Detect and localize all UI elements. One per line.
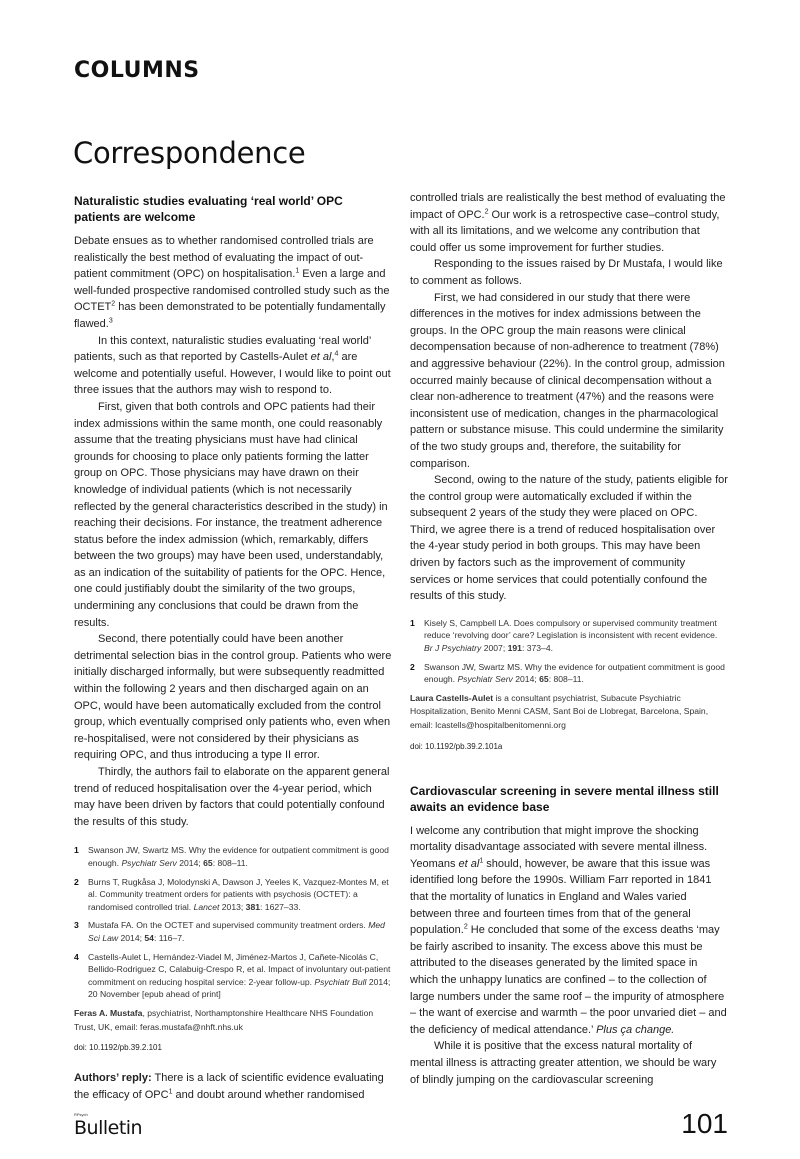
reference-item [74,844,392,869]
paragraph [74,631,392,764]
text-run: should, however, be aware that this issue was identified long before the 1990s. William Farr reported in 1841 that the mortality of lunatics in England and Wales varied between three and fourteen times from that of the general population. [410,857,712,937]
text-run: are welcome and potentially useful. However, I would like to point out three issues that the authors may wish to respond to. [74,351,391,397]
paragraph [410,1038,728,1088]
reply-references [410,617,728,686]
text-run: Laura Castells-Aulet [410,692,494,703]
paragraph [410,290,728,473]
citation-superscript: 1 [168,1088,173,1096]
text-run: : 808–11. [212,857,248,868]
letter1-title: Naturalistic studies evaluating ‘real world’ OPC patients are welcome [74,194,343,224]
text-run: Kisely S, Campbell LA. Does compulsory or supervised community treatment reduce ‘revolving door’ care? Legislation is inconsistent with recent evidence. [424,617,718,641]
text-run: Swanson JW, Swartz MS. Why the evidence for outpatient commitment is good enough. [88,845,389,868]
text-run: Responding to the issues raised by Dr Mustafa, I would like to comment as follows. [410,258,723,287]
text-run: There is a lack of scientific evidence evaluating the efficacy of OPC [74,1072,384,1101]
reference-number: 2 [410,661,415,672]
text-run: Psychiatr Bull [314,976,367,987]
text-run: Br J Psychiatry [424,643,482,654]
text-run: Burns T, Rugkåsa J, Molodynski A, Dawson J, Yeeles K, Vazquez-Montes M, et al. Community treatment orders for patients with psychosis (OCTET): a randomised controlled trial. [88,876,389,912]
reference-number: 2 [74,876,79,887]
text-run: Second, owing to the nature of the study, patients eligible for the control group were automatically excluded if within the subsequent 2 years of the study they were placed on OPC. Third, we agree there is a trend of reduced hospitalisation over the 4-year study period in both groups. This may have been driven by factors such as the improvement of community services or home services that could potentially confound the results of this study. [410,474,728,603]
text-run: Thirdly, the authors fail to elaborate on the apparent general trend of reduced hospitalisation over the 4-year period, which may have been driven by factors that could potentially confound the results of this study. [74,766,390,828]
text-run: , psychiatrist, Northamptonshire Healthcare NHS Foundation Trust, UK, email: feras.mustafa@nhft.nhs.uk [74,1007,374,1032]
text-run: is a consultant psychiatrist, Subacute Psychiatric Hospitalization, Benito Menni CASM, Sant Boi de Llobregat, Barcelona, Spain, email: lcastells@hospitalbenitomenni.org [410,692,709,730]
text-run: 54 [144,932,154,943]
text-run: Psychiatr Serv [457,674,513,685]
text-run: Plus ça change. [596,1023,675,1036]
logo-publisher: RPsych [74,1112,88,1118]
reference-number: 3 [74,920,79,931]
text-run: and doubt around whether randomised [172,1088,365,1101]
reply-author [410,692,728,733]
letter1-references [74,844,392,1001]
text-run: First, we had considered in our study that there were differences in the motives for index admissions between the groups. In the OPC group the main reasons were clinical decompensation because of non-adherence to treatment (78%) and aggressive behaviour (22%). In the control group, admission occurred mainly because of clinical decompensation without a clear non-adherence to treatment (47%) and the reasons were inconsistent use of medication, changes in the pharmacological pattern or substance misuse. This could undermine the similarity of the two study groups and, therefore, the suitability for comparison. [410,291,725,470]
columns [74,190,728,1103]
authors-reply [410,190,728,753]
reference-text [424,617,728,655]
letter1-author [74,1007,392,1034]
left-column [74,190,392,1103]
letter2 [410,783,728,1089]
letter1-doi[interactable]: doi: 10.1192/pb.39.2.101 [74,1043,162,1053]
paragraph [410,190,728,256]
text-run: et al [458,857,480,870]
text-run: has been demonstrated to be potentially fundamentally flawed. [74,301,386,330]
text-run: 2014; [118,932,145,943]
page-header [74,0,728,190]
reference-text [88,919,392,944]
text-run: Psychiatr Serv [121,857,177,868]
reference-number: 1 [74,845,79,856]
citation-superscript: 2 [484,207,489,215]
text-run: Second, there potentially could have been another detrimental selection bias in the control group. Patients who were initially discharged informally, but were subsequently readmitted within the following 2 years and then discharged again on an OPC, would have been automatically excluded from the control group, which eventually comprised only patients who, even when re-hospitalised, were not considered by their physicians as requiring OPC, and thus introducing a type II error. [74,633,392,762]
logo-title: Bulletin [74,1117,143,1140]
paragraph [74,333,392,399]
text-run: Debate ensues as to whether randomised controlled trials are realistically the best method of evaluating the impact of out-patient commitment (OPC) on hospitalisation. [74,235,374,281]
text-run: Swanson JW, Swartz MS. Why the evidence for outpatient commitment is good enough. [424,661,725,685]
reply-body [410,190,728,605]
text-run: : 116–7. [153,932,185,943]
text-run: 381 [245,901,261,912]
citation-superscript: 2 [111,300,116,308]
text-run: He concluded that some of the excess deaths ‘may be fairly ascribed to insanity. The excess above this must be attributed to the diseases generated by the limited space in which the unhappy lunatics are confined – to the collection of large numbers under the same roof – the impurity of atmosphere – the want of exercise and warmth – the poor unvaried diet – and the deficiency of medical attendance.’ [410,924,727,1036]
reference-item [410,617,728,655]
citation-superscript: 1 [295,267,300,275]
reply-doi[interactable]: doi: 10.1192/pb.39.2.101a [410,741,503,751]
citation-superscript: 2 [463,923,468,931]
text-run: Castells-Aulet L, Hernández-Viadel M, Jiménez-Martos J, Cañete-Nicolás C, Bellido-Rodriguez C, Calabuig-Crespo R, et al. Impact of involuntary out-patient commitment on reducing hospital service: 2-year follow-up. [88,951,391,987]
reference-number: 1 [410,617,415,628]
text-run: Authors’ reply: [74,1072,152,1085]
citation-superscript: 1 [479,857,484,865]
text-run: Even a large and well-funded prospective randomised controlled study such as the OCTET [74,268,390,314]
text-run: et al [310,351,332,364]
reference-text [424,661,728,686]
text-run: : 808–11. [548,674,584,685]
paragraph [410,256,728,289]
paragraph [74,233,392,333]
reference-text [88,876,392,914]
text-run: 2014; [176,857,204,868]
paragraph [410,472,728,605]
paragraph [74,399,392,631]
right-column [410,190,728,1103]
text-run: 65 [203,857,213,868]
reply-start [74,1070,392,1103]
citation-superscript: 3 [108,317,113,325]
text-run: Feras A. Mustafa [74,1007,143,1018]
reference-number: 4 [74,951,79,962]
page-number: 101 [681,1108,728,1140]
text-run: While it is positive that the excess natural mortality of mental illness is attracting greater attention, we should be wary of blindly jumping on the cardiovascular screening [410,1040,717,1086]
section-label: COLUMNS [74,58,200,83]
text-run: 191 [507,643,522,654]
text-run: Mustafa FA. On the OCTET and supervised community treatment orders. [88,920,369,931]
reference-item [74,876,392,914]
text-run: 2007; [481,643,508,654]
paragraph [410,823,728,1039]
reference-text [88,951,392,1001]
text-run: I welcome any contribution that might improve the shocking mortality disadvantage associated with severe mental illness. Yeomans [410,824,708,870]
text-run: 2013; [219,901,246,912]
text-run: Our work is a retrospective case–control study, with all its limitations, and we welcome any contribution that could offer us some improvement for further studies. [410,208,720,254]
text-run: 65 [539,674,549,685]
text-run: : 373–4. [521,643,553,654]
letter2-body [410,823,728,1089]
page-footer [74,1109,728,1139]
bulletin-logo [74,1112,142,1139]
text-run: 2014; 20 November [epub ahead of print] [88,976,391,1000]
text-run: In this context, naturalistic studies evaluating ‘real world’ patients, such as that reported by Castells-Aulet [74,334,371,364]
text-run: : 1627–33. [260,901,301,912]
text-run: Lancet [193,901,220,912]
paragraph [74,764,392,830]
text-run: 2014; [512,674,540,685]
reference-item [74,951,392,1001]
text-run: controlled trials are realistically the best method of evaluating the impact of OPC. [410,192,726,221]
reference-item [74,919,392,944]
page-title: Correspondence [73,136,306,170]
reference-text [88,844,392,869]
letter1-body [74,233,392,830]
text-run: First, given that both controls and OPC patients had their index admissions within the same month, one could reasonably assume that the treating physicians must have had clinical grounds for choosing to place only patients forming the latter group on OPC. Those physicians may have drawn on their knowledge of individual patients (which is not necessarily reflected by the general characteristics described in the study) in reaching their decisions. For instance, the treatment adherence status before the index admission (which, remarkably, differs between the two groups) may have been used, understandably, as an indication of the suitability of patients for the OPC. Hence, one could justifiably doubt the similarity of the two groups, undermining any conclusions that could be drawn from the results. [74,400,388,629]
citation-superscript: 4 [334,350,339,358]
text-run: , [331,351,335,364]
reference-item [410,661,728,686]
letter2-title: Cardiovascular screening in severe mental illness still awaits an evidence base [410,783,719,814]
text-run: Med Sci Law [88,920,385,943]
